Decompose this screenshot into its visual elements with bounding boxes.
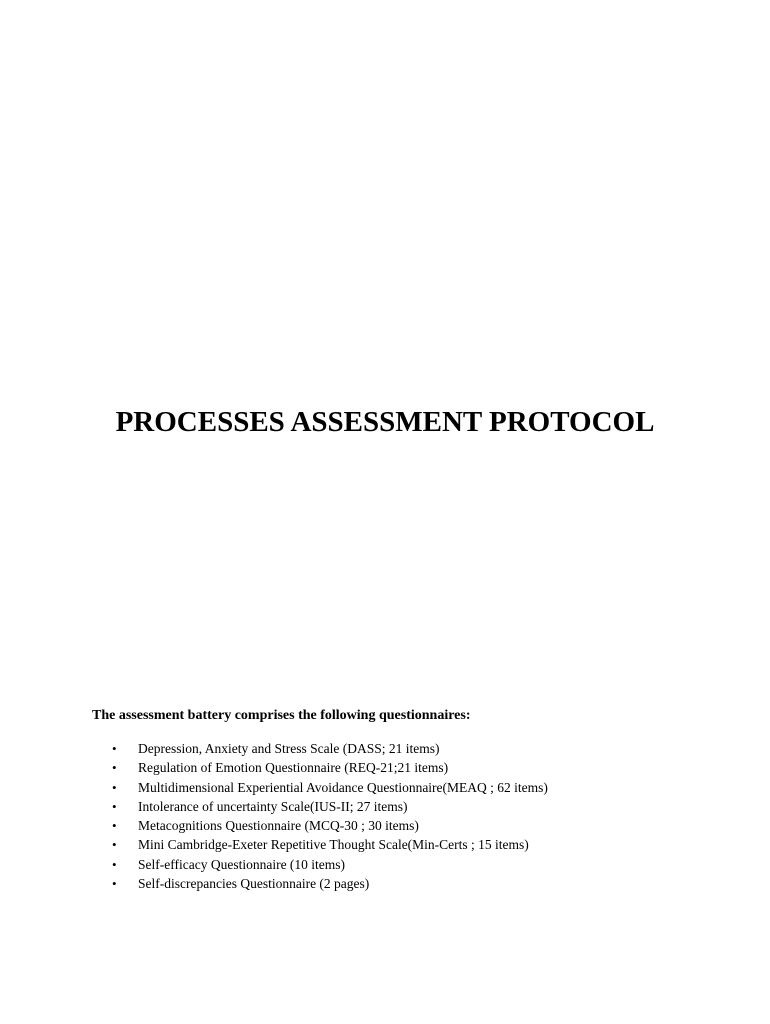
- bullet-icon: •: [112, 837, 117, 853]
- bullet-icon: •: [112, 741, 117, 756]
- list-item-text: Mini Cambridge-Exeter Repetitive Thought Scale(Min-Certs ; 15 items): [138, 837, 529, 853]
- list-item-text: Self-discrepancies Questionnaire (2 pages): [138, 876, 370, 892]
- list-item-text: Self-efficacy Questionnaire (10 items): [138, 856, 346, 872]
- bullet-icon: •: [112, 779, 117, 795]
- list-item-text: Regulation of Emotion Questionnaire (REQ-21;21 items): [138, 760, 449, 776]
- bullet-icon: •: [112, 876, 117, 892]
- list-item-text: Metacognitions Questionnaire (MCQ-30 ; 30 items): [138, 818, 419, 834]
- page-title: PROCESSES ASSESSMENT PROTOCOL: [115, 406, 655, 438]
- bullet-icon: •: [112, 760, 117, 776]
- intro-text: The assessment battery comprises the following questionnaires:: [92, 708, 471, 723]
- bullet-icon: •: [112, 818, 117, 834]
- bullet-icon: •: [112, 856, 117, 872]
- list-item-text: Intolerance of uncertainty Scale(IUS-II; 27 items): [138, 798, 408, 814]
- list-item-text: Depression, Anxiety and Stress Scale (DASS; 21 items): [138, 741, 440, 756]
- bullet-icon: •: [112, 798, 117, 814]
- list-item-text: Multidimensional Experiential Avoidance Questionnaire(MEAQ ; 62 items): [138, 779, 548, 795]
